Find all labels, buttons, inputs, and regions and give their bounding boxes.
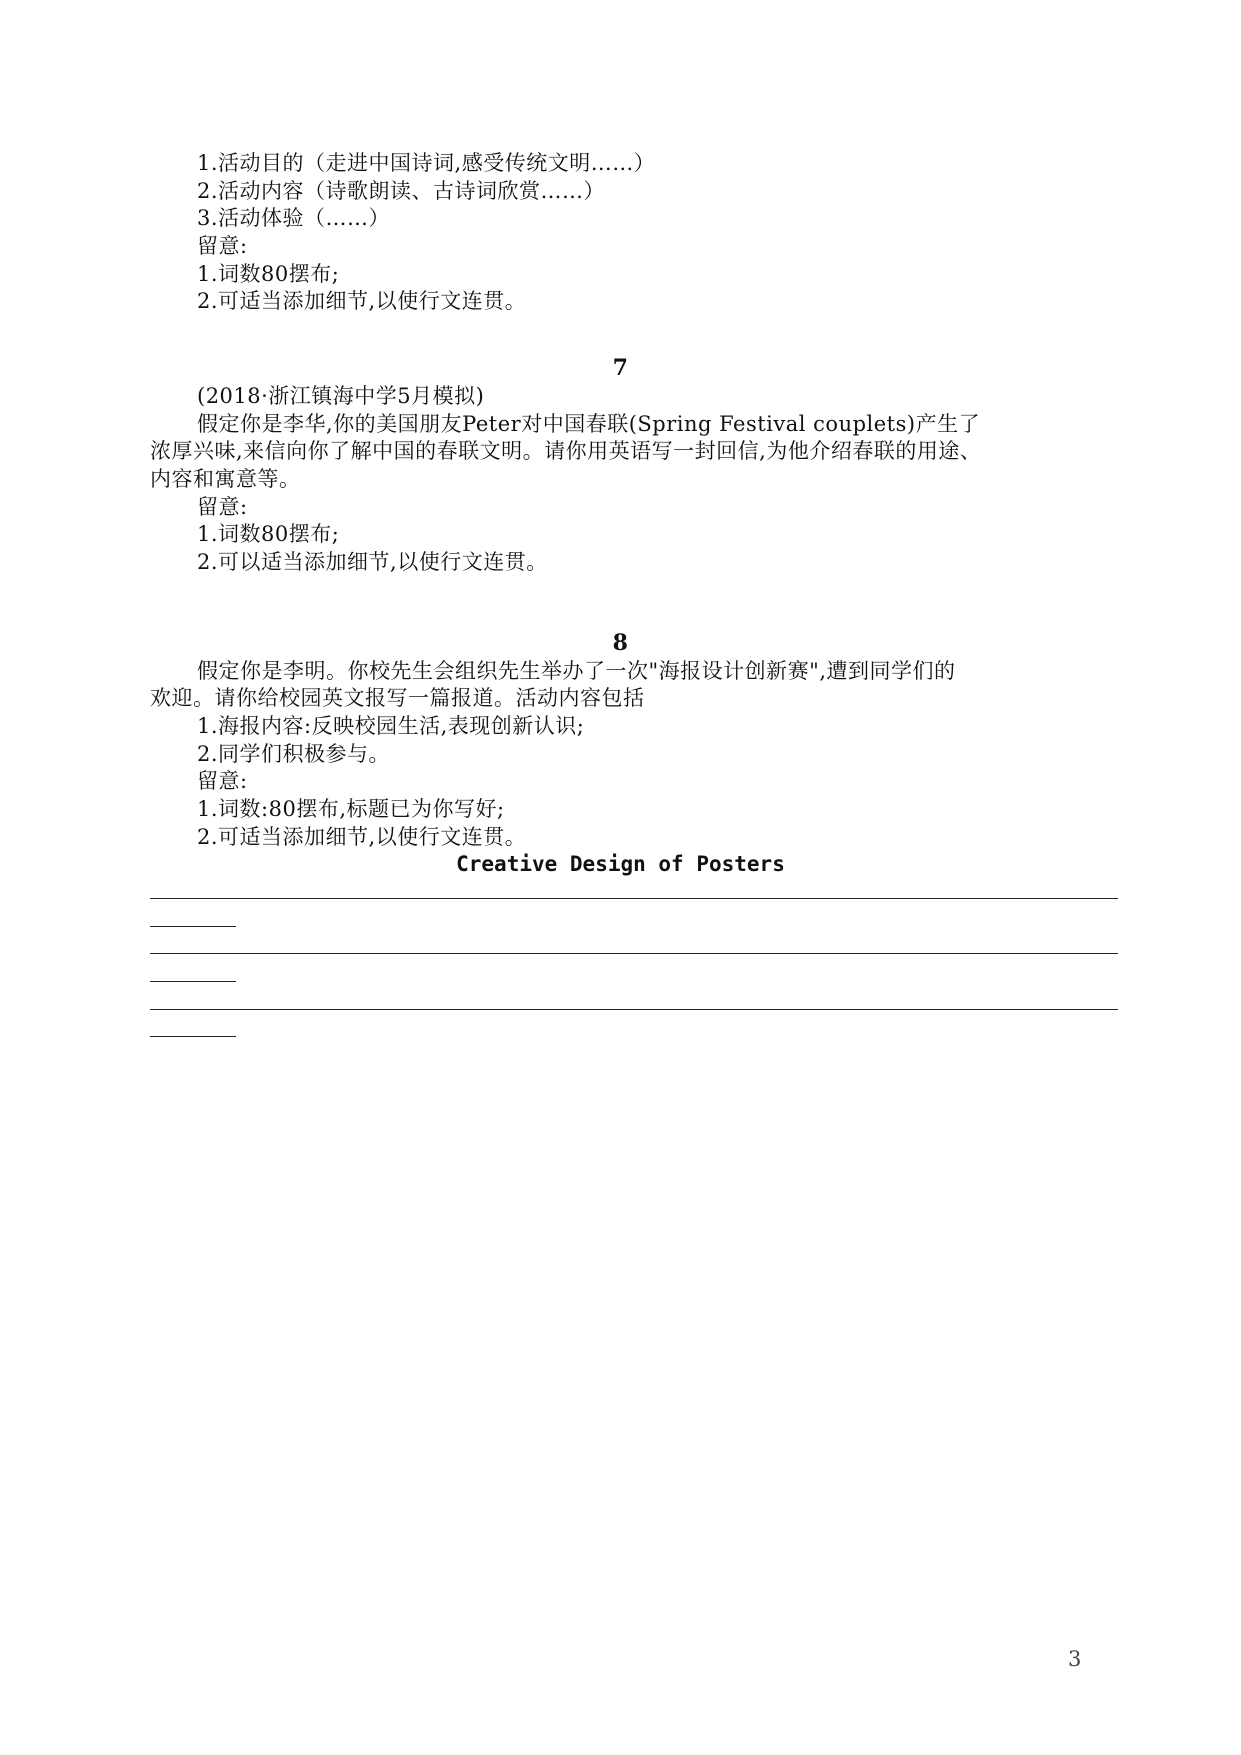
note-item-2: 2.可适当添加细节,以使行文连贯。	[197, 289, 527, 313]
section-7-note-2: 2.可以适当添加细节,以使行文连贯。	[197, 550, 548, 574]
section-7-source: (2018·浙江镇海中学5月模拟)	[197, 384, 485, 408]
answer-line[interactable]	[150, 1009, 1118, 1010]
section-7-number: 7	[612, 355, 629, 381]
section-8-prompt-line-1: 假定你是李明。你校先生会组织先生举办了一次"海报设计创新赛",遭到同学们的	[197, 659, 956, 683]
activity-point-2: 2.活动内容（诗歌朗读、古诗词欣赏……）	[197, 179, 606, 203]
activity-point-1: 1.活动目的（走进中国诗词,感受传统文明……）	[197, 151, 656, 175]
section-7-prompt-line-2: 浓厚兴味,来信向你了解中国的春联文明。请你用英语写一封回信,为他介绍春联的用途、	[150, 439, 982, 463]
section-7-note-1: 1.词数80摆布;	[197, 522, 340, 546]
answer-line-tail[interactable]	[150, 981, 236, 982]
section-8-note-label: 留意:	[197, 769, 248, 793]
section-8-point-1: 1.海报内容:反映校园生活,表现创新认识;	[197, 714, 585, 738]
section-7-note-label: 留意:	[197, 495, 248, 519]
section-7-prompt-line-3: 内容和寓意等。	[150, 467, 301, 491]
section-7-prompt-line-1: 假定你是李华,你的美国朋友Peter对中国春联(Spring Festival couplets)产生了	[197, 412, 981, 436]
answer-line-tail[interactable]	[150, 1036, 236, 1037]
answer-line-tail[interactable]	[150, 926, 236, 927]
section-8-number: 8	[612, 630, 629, 656]
activity-point-3: 3.活动体验（……）	[197, 206, 391, 230]
note-label: 留意:	[197, 234, 248, 258]
note-item-1: 1.词数80摆布;	[197, 262, 340, 286]
section-8-prompt-line-2: 欢迎。请你给校园英文报写一篇报道。活动内容包括	[150, 686, 645, 710]
answer-line[interactable]	[150, 953, 1118, 954]
answer-line[interactable]	[150, 898, 1118, 899]
section-8-note-2: 2.可适当添加细节,以使行文连贯。	[197, 825, 527, 849]
essay-title: Creative Design of Posters	[456, 852, 785, 876]
section-8-note-1: 1.词数:80摆布,标题已为你写好;	[197, 797, 505, 821]
section-8-point-2: 2.同学们积极参与。	[197, 742, 391, 766]
page-number: 3	[1068, 1647, 1082, 1671]
